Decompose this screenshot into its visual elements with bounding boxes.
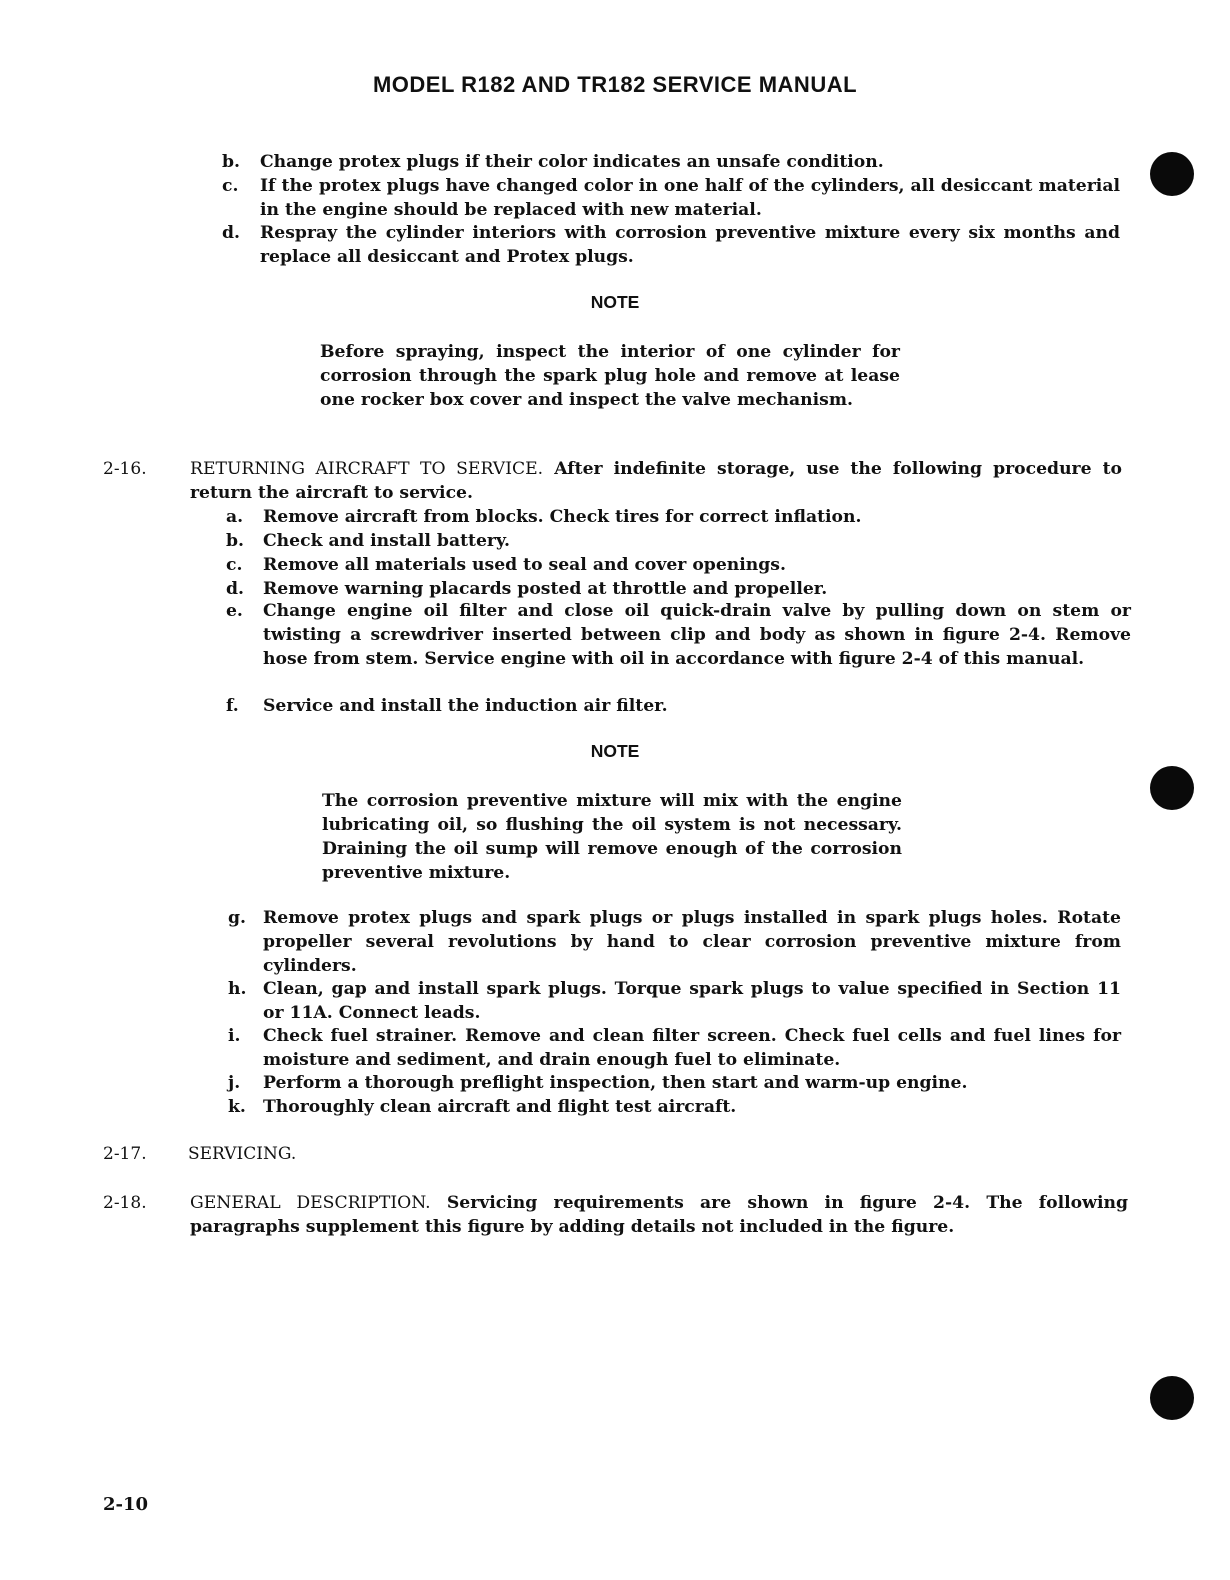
section-intro: After indefinite storage, use the following procedure to return the aircraft to service. — [190, 459, 1122, 503]
list-item-letter: e. — [226, 601, 243, 621]
page-title: MODEL R182 AND TR182 SERVICE MANUAL — [372, 72, 858, 97]
section-number: 2-17. — [103, 1144, 147, 1164]
list-item: Check and install battery. — [263, 531, 510, 551]
section-paragraph — [190, 1191, 1128, 1239]
list-item-letter: h. — [228, 979, 247, 999]
page-number: 2-10 — [103, 1494, 149, 1515]
list-item: If the protex plugs have changed color in one half of the cylinders, all desiccant material in the engine should be replaced with new material. — [260, 176, 1120, 220]
note-text: The corrosion preventive mixture will mix with the engine lubricating oil, so flushing the oil system is not necessary. Draining the oil sump will remove enough of the corrosion preventive mixture. — [322, 791, 902, 883]
list-item: Clean, gap and install spark plugs. Torque spark plugs to value specified in Section 11 or 11A. Connect leads. — [263, 979, 1121, 1023]
list-item-letter: c. — [222, 176, 239, 196]
list-item-letter: d. — [222, 223, 241, 243]
list-item-letter: k. — [228, 1097, 246, 1117]
section-text: Servicing requirements are shown in figure 2-4. The following paragraphs supplement this figure by adding details not included in the figure. — [190, 1193, 1128, 1237]
list-item-letter: b. — [226, 531, 245, 551]
list-item: Remove warning placards posted at throttle and propeller. — [263, 579, 828, 599]
list-item-letter: f. — [226, 696, 239, 716]
list-item-letter: i. — [228, 1026, 241, 1046]
list-item: Service and install the induction air filter. — [263, 696, 668, 716]
list-item: Thoroughly clean aircraft and flight test aircraft. — [263, 1097, 737, 1117]
section-paragraph — [190, 457, 1122, 505]
list-item-letter: d. — [226, 579, 245, 599]
list-item-letter: g. — [228, 908, 247, 928]
section-title: SERVICING. — [188, 1144, 297, 1164]
binder-hole-top — [1150, 152, 1194, 196]
section-title: RETURNING AIRCRAFT TO SERVICE. — [190, 459, 544, 479]
list-item: Remove aircraft from blocks. Check tires for correct inflation. — [263, 507, 862, 527]
list-item: Remove protex plugs and spark plugs or plugs installed in spark plugs holes. Rotate propeller several revolutions by hand to clear corrosion preventive mixture from cylinders. — [263, 908, 1121, 976]
list-item: Change protex plugs if their color indicates an unsafe condition. — [260, 152, 884, 172]
list-item: Perform a thorough preflight inspection, then start and warm-up engine. — [263, 1073, 968, 1093]
list-item: Respray the cylinder interiors with corrosion preventive mixture every six months and replace all desiccant and Protex plugs. — [260, 223, 1120, 267]
list-item: Remove all materials used to seal and cover openings. — [263, 555, 786, 575]
note-heading: NOTE — [590, 741, 640, 761]
list-item-letter: b. — [222, 152, 241, 172]
section-title: GENERAL DESCRIPTION. — [190, 1193, 431, 1213]
list-item-letter: j. — [228, 1073, 241, 1093]
binder-hole-bottom — [1150, 1376, 1194, 1420]
binder-hole-middle — [1150, 766, 1194, 810]
list-item: Change engine oil filter and close oil quick-drain valve by pulling down on stem or twisting a screwdriver inserted between clip and body as shown in figure 2-4. Remove hose from stem. Service engine with oil in accordance with figure 2-4 of this manual. — [263, 601, 1131, 669]
section-number: 2-16. — [103, 459, 147, 479]
note-heading: NOTE — [590, 292, 640, 312]
section-number: 2-18. — [103, 1193, 147, 1213]
list-item: Check fuel strainer. Remove and clean filter screen. Check fuel cells and fuel lines for moisture and sediment, and drain enough fuel to eliminate. — [263, 1026, 1121, 1070]
list-item-letter: c. — [226, 555, 243, 575]
note-text: Before spraying, inspect the interior of one cylinder for corrosion through the spark plug hole and remove at lease one rocker box cover and inspect the valve mechanism. — [320, 342, 900, 410]
list-item-letter: a. — [226, 507, 244, 527]
